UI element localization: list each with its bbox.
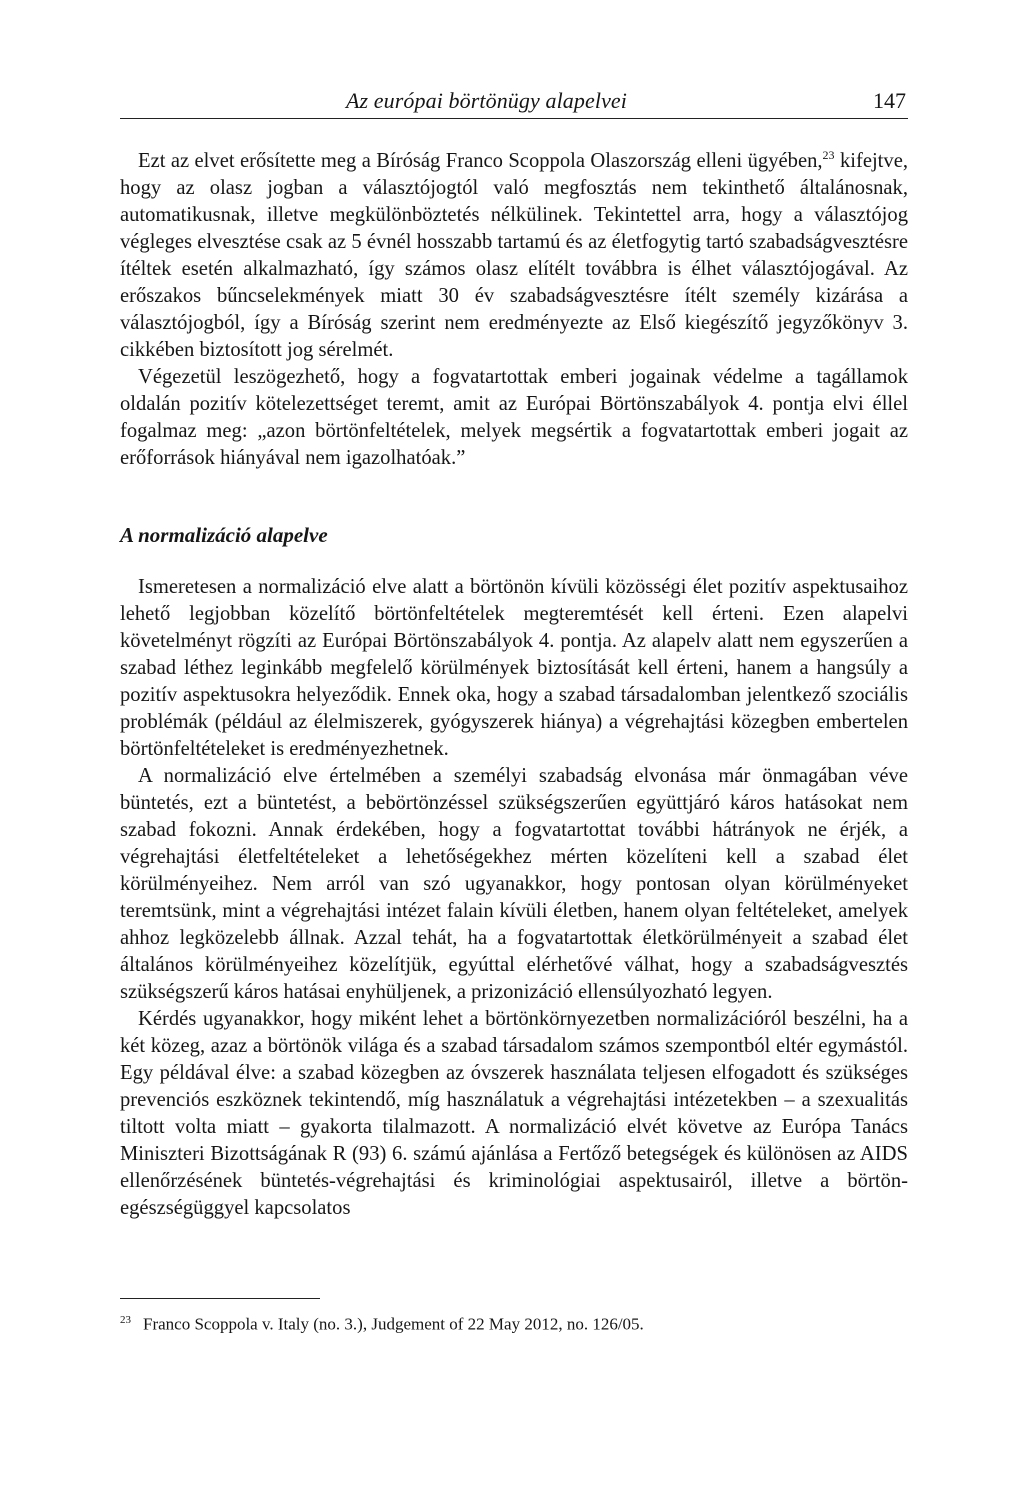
intro-text-block (120, 148, 908, 472)
footnote-text: Franco Scoppola v. Italy (no. 3.), Judgement of 22 May 2012, no. 126/05. (143, 1314, 644, 1334)
paragraph-positive-obligation: Végezetül leszögezhető, hogy a fogvatartottak emberi jogainak védelme a tagállamok oldalán pozitív kötelezettséget teremt, amit az Európai Börtönszabályok 4. pontja elvi éllel fogalmaz meg: „azon börtönfeltételek, melyek megsértik a fogvatartottak emberi jogait az erőforrások hiányával nem igazolhatóak.” (120, 366, 908, 469)
section-text-block (120, 574, 908, 1222)
paragraph-text-continued: kifejtve, hogy az olasz jogban a választójogtól való megfosztás nem tekinthető általánosnak, automatikusnak, illetve megkülönböztetés nélkülinek. Tekintettel arra, hogy a választójog végleges elvesztése csak az 5 évnél hosszabb tartamú és az életfogytig tartó szabadságvesztésre ítéltek esetén alkalmazható, így számos olasz elítélt továbbra is élhet választójogával. Az erőszakos bűncselekmények miatt 30 év szabadságvesztésre ítélt személy kizárása a választójogból, így a Bíróság szerint nem eredményezte az Első kiegészítő jegyzőkönyv 3. cikkében biztosított jog sérelmét. (120, 150, 908, 361)
paragraph-normalization-definition: Ismeretesen a normalizáció elve alatt a börtönön kívüli közösségi élet pozitív aspektusaihoz lehető legjobban közelítő börtönfeltételek megteremtését kell érteni. Ezen alapelvi követelményt rögzíti az Európai Börtönszabályok 4. pontja. Az alapelv alatt nem egyszerűen a szabad léthez leginkább megfelelő körülmények biztosítását kell érteni, hanem a hangsúly a pozitív aspektusokra helyeződik. Ennek oka, hogy a szabad társadalomban jelentkező szociális problémák (például az élelmiszerek, gyógyszerek hiánya) a végrehajtási közegben embertelen börtönfeltételeket is eredményezhetnek. (120, 576, 908, 760)
paragraph-scoppola-case (120, 148, 908, 364)
paragraph-normalization-meaning: A normalizáció elve értelmében a személyi szabadság elvonása már önmagában véve büntetés, ezt a büntetést, a bebörtönzéssel szükségszerűen együttjáró káros hatásokat nem szabad fokozni. Annak érdekében, hogy a fogvatartottat további hátrányok ne érjék, a végrehajtási életfeltételeket a lehetőségekhez mérten közelíteni kell a szabad élet körülményeihez. Nem arról van szó ugyanakkor, hogy pontosan olyan körülményeket teremtsünk, mint a végrehajtási intézet falain kívüli életben, hanem olyan feltételeket, amelyek ahhoz legközelebb állnak. Azzal tehát, ha a fogvatartottak életkörülményeit a szabad élet általános körülményeihez közelítjük, egyúttal elérhetővé válhat, hogy a szabadságvesztés szükségszerű káros hatásai enyhüljenek, a prizonizáció ellensúlyozható legyen. (120, 765, 908, 1003)
running-title: Az európai börtönügy alapelvei (346, 88, 628, 113)
page-number: 147 (873, 88, 906, 113)
footnote-number: 23 (120, 1314, 131, 1326)
section-heading: A normalizáció alapelve (120, 523, 328, 547)
paragraph-normalization-question: Kérdés ugyanakkor, hogy miként lehet a börtönkörnyezetben normalizációról beszélni, ha a két közeg, azaz a börtönök világa és a szabad társadalom számos szempontból eltér egymástól. Egy példával élve: a szabad közegben az óvszerek használata teljesen elfogadott és szükséges prevenciós eszköznek tekintendő, míg használatuk a végrehajtási intézetekben – a szexualitás tiltott volta miatt – gyakorta tilalmazott. A normalizáció elvét követve az Európa Tanács Miniszteri Bizottságának R (93) 6. számú ajánlása a Fertőző betegségek és különösen az AIDS ellenőrzésének büntetés-végrehajtási és kriminológiai aspektusairól, illetve a börtön-egészségüggyel kapcsolatos (120, 1008, 908, 1219)
footnote-reference[interactable]: 23 (822, 148, 835, 163)
paragraph-text: Ezt az elvet erősítette meg a Bíróság Franco Scoppola Olaszország elleni ügyében, (138, 150, 823, 172)
footnote (120, 1314, 644, 1335)
running-header (120, 84, 908, 119)
footnote-divider (120, 1298, 320, 1299)
